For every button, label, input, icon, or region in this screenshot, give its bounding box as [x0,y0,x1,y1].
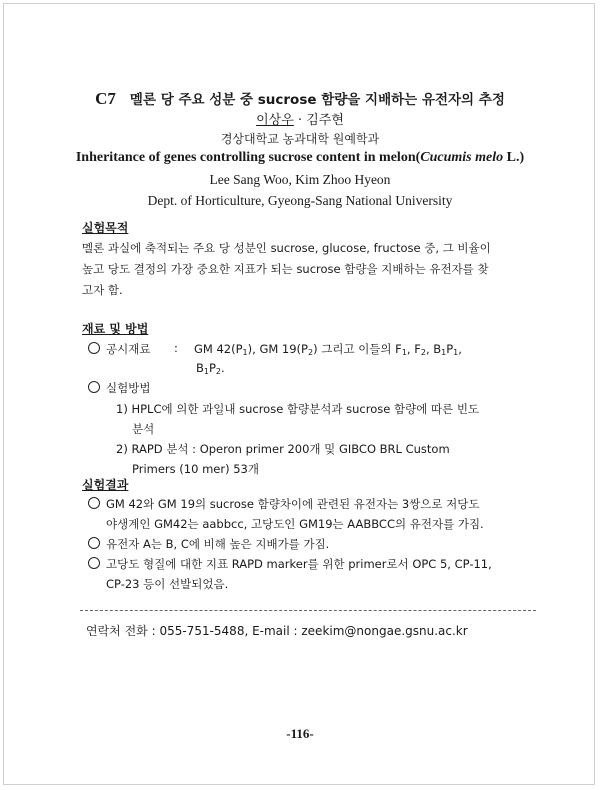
title-en-suffix: L.) [503,150,525,165]
affiliation-en: Dept. of Horticulture, Gyeong-Sang National University [147,193,453,208]
authors-en: Lee Sang Woo, Kim Zhoo Hyeon [209,172,391,187]
affiliation-ko: 경상대학교 농과대학 원예학과 [220,132,380,146]
circle-bullet-icon [88,381,100,393]
method-step-2-line-2: Primers (10 mer) 53개 [132,462,259,476]
result-3-line-2: CP-23 등이 선발되었음. [106,577,229,591]
method-step-2-line-1: 2) RAPD 분석 : Operon primer 200개 및 GIBCO BRL Custom [116,442,450,456]
title-en-species: Cucumis melo [420,150,504,165]
method-step-1-line-1: 1) HPLC에 의한 과일내 sucrose 함량분석과 sucrose 함량에 따른 빈도 [116,402,480,416]
result-1-line-1 [88,496,480,512]
result-2-text: 유전자 A는 B, C에 비해 높은 지배가를 가짐. [106,537,330,551]
circle-bullet-icon [88,537,100,549]
circle-bullet-icon [88,342,100,354]
circle-bullet-icon [88,557,100,569]
co-author: 김주현 [306,113,344,128]
circle-bullet-icon [88,497,100,509]
objective-line-1: 멜론 과실에 축적되는 주요 당 성분인 sucrose, glucose, fructose 중, 그 비율이 [82,241,491,255]
paper-title-ko: 멜론 당 주요 성분 중 sucrose 함량을 지배하는 유전자의 추정 [129,92,505,108]
contact-info: 연락처 전화 : 055-751-5488, E-mail : zeekim@nongae.gsnu.ac.kr [86,624,468,638]
materials-colon: : [174,341,178,355]
result-2 [88,536,329,552]
authors-ko [0,109,600,128]
page-number: -116- [286,726,314,741]
objective-line-3: 고자 함. [82,283,123,297]
author-separator: · [293,113,307,128]
method-step-1-line-2: 분석 [132,422,155,436]
paper-title-en [0,150,600,166]
materials-item [88,341,150,357]
result-3-text: 고당도 형질에 대한 지표 RAPD marker를 위한 primer로서 OPC 5, CP-11, [106,557,492,571]
materials-line-1: GM $42(P_1)$, GM $19(P_2)$ 그리고 이들의 $F_1$, $F_2$, $B_1P_1$, [194,342,462,357]
materials-label: 공시재료 [106,342,151,356]
objective-heading: 실험목적 [82,221,129,235]
objective-line-2: 높고 당도 결정의 가장 중요한 지표가 되는 sucrose 함량을 지배하는 유전자를 찾 [82,262,489,276]
methods-heading: 재료 및 방법 [82,322,149,336]
result-1-line-2: 야생계인 GM42는 aabbcc, 고당도인 GM19는 AABBCC의 유전자를 가짐. [106,517,484,531]
abstract-code: C7 [95,89,116,108]
result-1-text: GM 42와 GM 19의 sucrose 함량차이에 관련된 유전자는 3쌍으로 저당도 [106,497,480,511]
footer-divider [80,610,536,611]
result-3-line-1 [88,556,492,572]
title-en-prefix: Inheritance of genes controlling sucrose content in melon( [75,150,421,165]
presenting-author: 이상우 [256,113,294,128]
materials-line-2: $B_1P_2$. [196,361,225,376]
method-label: 실험방법 [106,381,151,395]
results-heading: 실험결과 [82,478,129,492]
method-item [88,380,150,396]
paper-title-line [0,88,600,109]
